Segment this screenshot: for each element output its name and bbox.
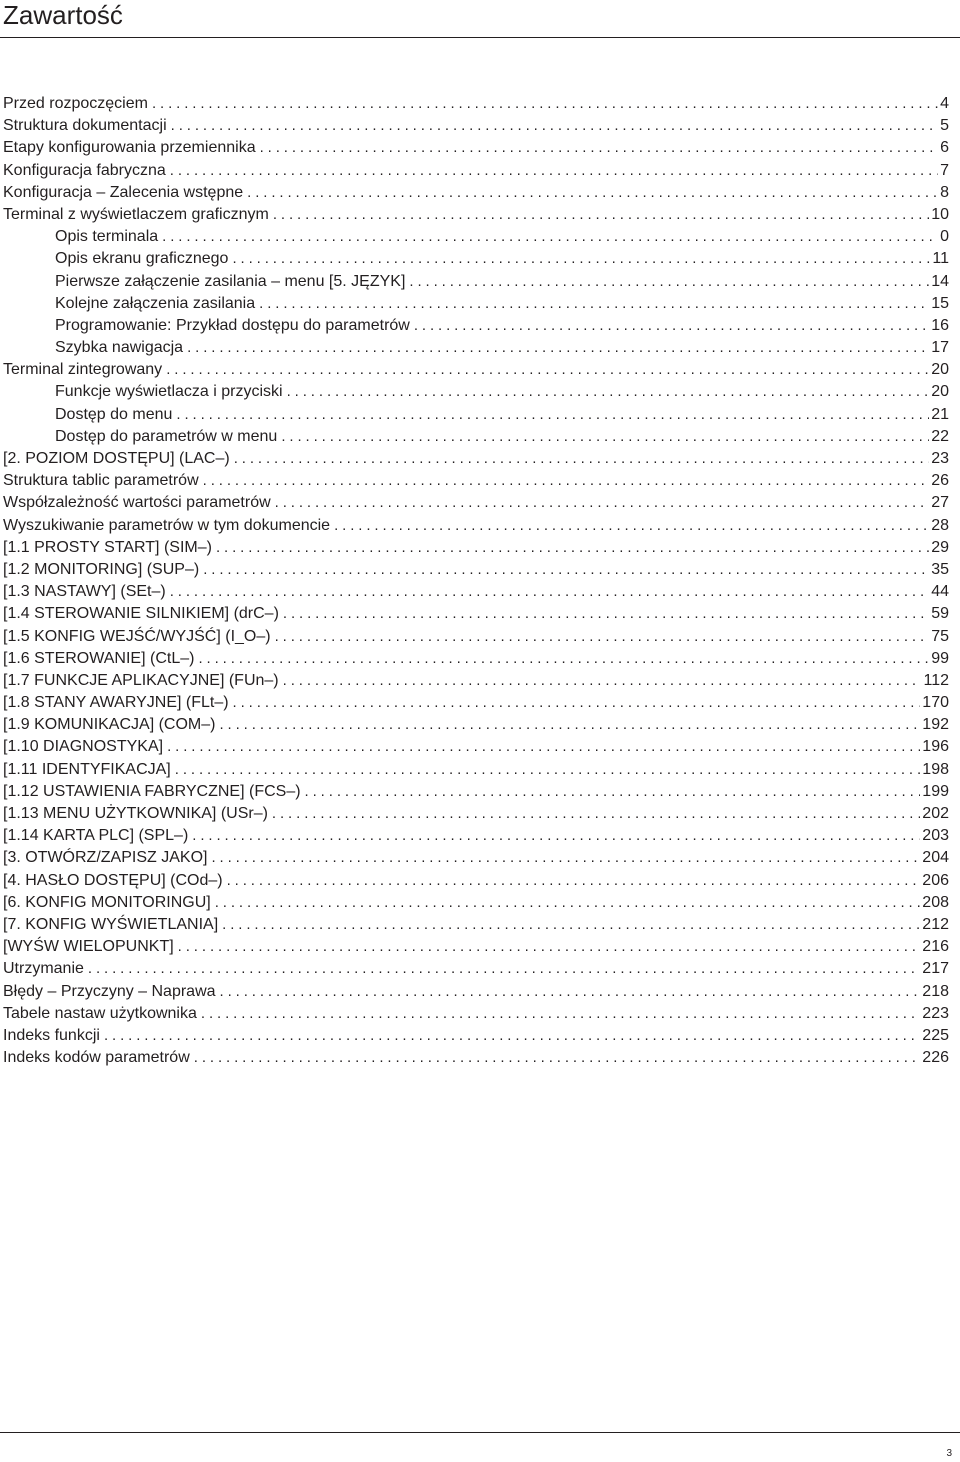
toc-dot-leader [275, 626, 930, 648]
toc-entry-page: 20 [931, 361, 949, 379]
toc-entry-page: 8 [940, 183, 949, 201]
toc-dot-leader [259, 293, 929, 315]
toc-dot-leader [287, 381, 930, 403]
toc-entry-page: 7 [940, 161, 949, 179]
toc-entry-page: 23 [931, 450, 949, 467]
toc-entry[interactable] [3, 137, 949, 159]
toc-entry[interactable] [3, 492, 949, 514]
toc-dot-leader [275, 492, 930, 514]
toc-entry[interactable] [3, 537, 949, 559]
toc-dot-leader [222, 914, 920, 936]
toc-entry-label: [1.5 KONFIG WEJŚĆ/WYJŚĆ] (I_O–) [3, 627, 271, 645]
toc-dot-leader [152, 93, 938, 115]
toc-entry-label: Struktura dokumentacji [3, 117, 167, 135]
toc-entry[interactable] [3, 271, 949, 293]
toc-dot-leader [201, 1003, 920, 1025]
toc-entry-page: 216 [922, 938, 949, 956]
toc-dot-leader [215, 892, 921, 914]
toc-entry-page: 4 [940, 95, 949, 112]
toc-entry[interactable] [3, 825, 949, 847]
toc-entry-label: Funkcje wyświetlacza i przyciski [55, 383, 283, 401]
toc-dot-leader [194, 1047, 921, 1069]
toc-entry-label: Terminal z wyświetlaczem graficznym [3, 205, 269, 223]
toc-entry-page: 0 [940, 228, 949, 246]
toc-entry[interactable] [3, 958, 949, 980]
toc-entry-page: 22 [931, 427, 949, 445]
toc-dot-leader [305, 781, 921, 803]
toc-dot-leader [283, 603, 929, 625]
toc-entry-label: [1.11 IDENTYFIKACJA] [3, 760, 171, 778]
toc-entry[interactable] [3, 1047, 949, 1069]
toc-entry[interactable] [3, 736, 949, 758]
toc-entry[interactable] [3, 470, 949, 492]
toc-entry-page: 27 [931, 494, 949, 512]
toc-entry-label: [1.14 KARTA PLC] (SPL–) [3, 827, 189, 845]
toc-entry-page: 10 [931, 205, 949, 223]
toc-entry[interactable] [3, 293, 949, 315]
toc-entry[interactable] [3, 892, 949, 914]
toc-dot-leader [233, 692, 921, 714]
toc-entry-label: Struktura tablic parametrów [3, 472, 199, 490]
toc-entry[interactable] [3, 93, 949, 115]
table-of-contents [3, 93, 949, 1069]
toc-entry[interactable] [3, 559, 949, 581]
toc-entry-label: Opis ekranu graficznego [55, 250, 229, 268]
toc-dot-leader [104, 1025, 920, 1047]
toc-entry[interactable] [3, 204, 949, 226]
toc-dot-leader [198, 648, 929, 670]
toc-entry-label: [1.10 DIAGNOSTYKA] [3, 738, 164, 756]
toc-dot-leader [162, 226, 938, 248]
toc-dot-leader [219, 714, 920, 736]
toc-dot-leader [170, 581, 930, 603]
toc-entry[interactable] [3, 226, 949, 248]
toc-dot-leader [220, 981, 921, 1003]
toc-entry-page: 15 [931, 294, 949, 312]
toc-entry-label: [3. OTWÓRZ/ZAPISZ JAKO] [3, 849, 208, 867]
toc-dot-leader [272, 803, 920, 825]
title-divider [0, 37, 960, 38]
toc-entry-page: 204 [922, 849, 949, 867]
toc-entry-label: Dostęp do menu [55, 405, 173, 423]
toc-entry-label: [4. HASŁO DOSTĘPU] (COd–) [3, 871, 223, 889]
toc-entry-page: 35 [931, 560, 949, 578]
toc-entry-page: 21 [931, 405, 949, 423]
toc-entry[interactable] [3, 936, 949, 958]
toc-dot-leader [175, 759, 921, 781]
toc-entry-page: 112 [923, 671, 949, 689]
toc-entry[interactable] [3, 515, 949, 537]
toc-entry-label: [1.3 NASTAWY] (SEt–) [3, 583, 166, 601]
toc-entry-page: 59 [931, 605, 949, 623]
toc-entry[interactable] [3, 692, 949, 714]
toc-dot-leader [176, 404, 929, 426]
toc-dot-leader [216, 537, 929, 559]
toc-dot-leader [227, 870, 921, 892]
toc-entry-page: 203 [922, 827, 949, 845]
toc-entry-label: Programowanie: Przykład dostępu do parametrów [55, 316, 410, 334]
toc-entry-label: [1.7 FUNKCJE APLIKACYJNE] (FUn–) [3, 671, 279, 689]
toc-entry-label: Błędy – Przyczyny – Naprawa [3, 982, 216, 1000]
toc-entry[interactable] [3, 603, 949, 625]
toc-entry-page: 223 [922, 1004, 949, 1022]
toc-entry[interactable] [3, 115, 949, 137]
toc-dot-leader [232, 248, 930, 270]
toc-entry[interactable] [3, 337, 949, 359]
toc-entry-label: Przed rozpoczęciem [3, 95, 148, 112]
toc-dot-leader [273, 204, 929, 226]
page-title: Zawartość [3, 0, 123, 30]
toc-dot-leader [203, 470, 930, 492]
toc-entry[interactable] [3, 381, 949, 403]
toc-entry[interactable] [3, 981, 949, 1003]
toc-dot-leader [414, 315, 929, 337]
toc-entry[interactable] [3, 448, 949, 470]
toc-entry-page: 196 [922, 738, 949, 756]
toc-entry-page: 26 [931, 472, 949, 490]
toc-entry-label: [1.12 USTAWIENIA FABRYCZNE] (FCS–) [3, 782, 301, 800]
toc-entry-page: 192 [922, 716, 949, 734]
toc-entry-page: 202 [922, 805, 949, 822]
toc-entry[interactable] [3, 870, 949, 892]
toc-dot-leader [187, 337, 929, 359]
toc-dot-leader [281, 426, 929, 448]
toc-entry-label: [1.4 STEROWANIE SILNIKIEM] (drC–) [3, 605, 279, 623]
toc-dot-leader [247, 182, 938, 204]
toc-entry-label: Konfiguracja – Zalecenia wstępne [3, 183, 244, 201]
toc-dot-leader [192, 825, 920, 847]
toc-entry-page: 226 [922, 1049, 949, 1067]
toc-entry-label: Kolejne załączenia zasilania [55, 294, 256, 312]
toc-entry-page: 218 [922, 982, 949, 1000]
toc-dot-leader [88, 958, 920, 980]
toc-entry-label: Wyszukiwanie parametrów w tym dokumencie [3, 516, 331, 534]
toc-entry[interactable] [3, 426, 949, 448]
toc-entry-label: Dostęp do parametrów w menu [55, 427, 278, 445]
toc-dot-leader [260, 137, 939, 159]
page-number: 3 [946, 1448, 952, 1459]
toc-dot-leader [167, 736, 920, 758]
toc-dot-leader [234, 448, 930, 470]
toc-entry[interactable] [3, 759, 949, 781]
toc-entry-page: 28 [931, 516, 949, 534]
toc-entry-label: [1.1 PROSTY START] (SIM–) [3, 538, 212, 556]
toc-entry[interactable] [3, 670, 949, 692]
toc-entry[interactable] [3, 359, 949, 381]
toc-entry-page: 6 [940, 139, 949, 157]
toc-entry-label: [2. POZIOM DOSTĘPU] (LAC–) [3, 450, 230, 467]
toc-entry-label: [6. KONFIG MONITORINGU] [3, 893, 211, 911]
toc-entry-label: Konfiguracja fabryczna [3, 161, 166, 179]
toc-entry-page: 44 [931, 583, 949, 601]
toc-dot-leader [171, 115, 938, 137]
toc-entry-page: 199 [922, 782, 949, 800]
footer-divider [0, 1432, 960, 1433]
toc-entry-label: Terminal zintegrowany [3, 361, 163, 379]
toc-entry-label: Indeks funkcji [3, 1026, 100, 1044]
toc-dot-leader [166, 359, 929, 381]
toc-entry-page: 14 [931, 272, 949, 290]
toc-entry-page: 225 [922, 1026, 949, 1044]
toc-entry[interactable] [3, 182, 949, 204]
toc-entry-label: [1.13 MENU UŻYTKOWNIKA] (USr–) [3, 805, 268, 822]
toc-entry[interactable] [3, 581, 949, 603]
toc-entry-page: 17 [931, 339, 949, 357]
toc-dot-leader [178, 936, 921, 958]
toc-entry-page: 206 [922, 871, 949, 889]
toc-entry-label: Pierwsze załączenie zasilania – menu [5. JĘZYK] [55, 272, 406, 290]
toc-dot-leader [170, 160, 938, 182]
toc-entry-label: [WYŚW WIELOPUNKT] [3, 938, 174, 956]
toc-entry-page: 208 [922, 893, 949, 911]
toc-entry[interactable] [3, 404, 949, 426]
toc-entry-label: [7. KONFIG WYŚWIETLANIA] [3, 915, 219, 933]
toc-entry-page: 198 [922, 760, 949, 778]
toc-entry[interactable] [3, 648, 949, 670]
toc-entry[interactable] [3, 160, 949, 182]
toc-entry[interactable] [3, 626, 949, 648]
toc-dot-leader [409, 271, 929, 293]
toc-entry-label: Indeks kodów parametrów [3, 1049, 190, 1067]
toc-entry[interactable] [3, 248, 949, 270]
toc-dot-leader [203, 559, 929, 581]
toc-entry-page: 20 [931, 383, 949, 401]
toc-entry-page: 170 [922, 694, 949, 712]
toc-entry[interactable] [3, 714, 949, 736]
toc-entry-label: Szybka nawigacja [55, 339, 184, 357]
toc-entry-page: 16 [931, 316, 949, 334]
toc-entry-label: Współzależność wartości parametrów [3, 494, 271, 512]
toc-entry-page: 212 [922, 915, 949, 933]
toc-entry-label: [1.2 MONITORING] (SUP–) [3, 560, 200, 578]
toc-entry[interactable] [3, 914, 949, 936]
toc-entry-page: 99 [931, 649, 949, 667]
toc-entry-page: 11 [932, 250, 949, 268]
toc-dot-leader [334, 515, 929, 537]
toc-entry-page: 29 [931, 538, 949, 556]
toc-entry[interactable] [3, 1025, 949, 1047]
toc-entry-label: [1.8 STANY AWARYJNE] (FLt–) [3, 694, 229, 712]
toc-entry-label: [1.6 STEROWANIE] (CtL–) [3, 649, 195, 667]
toc-entry-page: 75 [931, 627, 949, 645]
toc-entry-label: Opis terminala [55, 228, 159, 246]
toc-entry-label: Etapy konfigurowania przemiennika [3, 139, 256, 157]
toc-entry-label: Utrzymanie [3, 960, 84, 978]
toc-entry-label: Tabele nastaw użytkownika [3, 1004, 197, 1022]
toc-entry[interactable] [3, 315, 949, 337]
toc-entry[interactable] [3, 781, 949, 803]
toc-entry[interactable] [3, 803, 949, 825]
toc-entry-page: 5 [940, 117, 949, 135]
toc-entry[interactable] [3, 847, 949, 869]
toc-dot-leader [211, 847, 920, 869]
toc-entry[interactable] [3, 1003, 949, 1025]
toc-entry-label: [1.9 KOMUNIKACJA] (COM–) [3, 716, 216, 734]
toc-entry-page: 217 [922, 960, 949, 978]
toc-dot-leader [283, 670, 922, 692]
